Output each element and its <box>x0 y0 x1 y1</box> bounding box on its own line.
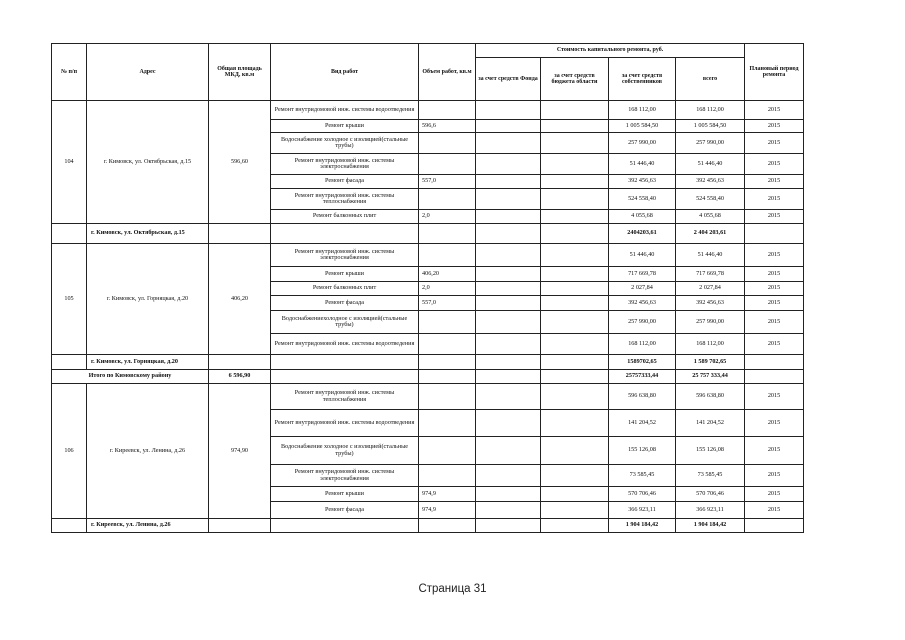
row-period: 2015 <box>745 410 804 437</box>
row-budget <box>541 267 609 282</box>
row-fund <box>476 384 541 410</box>
row-area: 974,90 <box>209 384 271 519</box>
row-total: 73 585,45 <box>676 465 745 487</box>
district-total-label: Итого по Кимовскому району <box>52 370 209 384</box>
row-fund <box>476 120 541 133</box>
subtotal-label: г. Кимовск, ул. Октябрьская, д.15 <box>87 224 209 244</box>
row-volume <box>419 465 476 487</box>
row-num: 105 <box>52 244 87 355</box>
row-work: Водоснабжениехолодное с изоляцией(стальные трубы) <box>271 311 419 334</box>
row-total: 366 923,11 <box>676 502 745 519</box>
row-owners: 2 027,84 <box>609 282 676 296</box>
row-fund <box>476 502 541 519</box>
row-budget <box>541 437 609 465</box>
row-total: 717 669,78 <box>676 267 745 282</box>
row-num: 104 <box>52 101 87 224</box>
row-period: 2015 <box>745 267 804 282</box>
row-total: 168 112,00 <box>676 334 745 355</box>
header-period: Плановый период ремонта <box>745 44 804 101</box>
row-fund <box>476 244 541 267</box>
subtotal-row <box>52 355 804 370</box>
row-fund <box>476 267 541 282</box>
row-area: 406,20 <box>209 244 271 355</box>
row-period: 2015 <box>745 465 804 487</box>
row-budget <box>541 189 609 210</box>
row-owners: 257 990,00 <box>609 311 676 334</box>
row-budget <box>541 133 609 154</box>
subtotal-label: г. Кимовск, ул. Горняцкая, д.20 <box>87 355 209 370</box>
subtotal-owners: 1589702,65 <box>609 355 676 370</box>
row-volume <box>419 154 476 175</box>
row-fund <box>476 133 541 154</box>
row-budget <box>541 334 609 355</box>
row-work: Ремонт фасада <box>271 502 419 519</box>
row-owners: 73 585,45 <box>609 465 676 487</box>
header-address: Адрес <box>87 44 209 101</box>
row-owners: 141 204,52 <box>609 410 676 437</box>
row-fund <box>476 210 541 224</box>
header-num: № п/п <box>52 44 87 101</box>
row-volume: 406,20 <box>419 267 476 282</box>
row-fund <box>476 175 541 189</box>
subtotal-owners: 1 904 184,42 <box>609 519 676 533</box>
row-period: 2015 <box>745 154 804 175</box>
row-volume <box>419 334 476 355</box>
row-volume <box>419 384 476 410</box>
row-total: 51 446,40 <box>676 244 745 267</box>
row-budget <box>541 502 609 519</box>
row-volume <box>419 189 476 210</box>
row-budget <box>541 384 609 410</box>
row-owners: 257 990,00 <box>609 133 676 154</box>
row-fund <box>476 311 541 334</box>
row-fund <box>476 296 541 311</box>
row-period: 2015 <box>745 296 804 311</box>
row-total: 2 027,84 <box>676 282 745 296</box>
subtotal-row <box>52 224 804 244</box>
row-owners: 155 126,08 <box>609 437 676 465</box>
row-fund <box>476 437 541 465</box>
row-volume: 2,0 <box>419 210 476 224</box>
row-period: 2015 <box>745 334 804 355</box>
subtotal-total: 1 589 702,65 <box>676 355 745 370</box>
row-volume <box>419 133 476 154</box>
header-area: Общая площадь МКД, кв.м <box>209 44 271 101</box>
header-fund: за счет средств Фонда <box>476 58 541 101</box>
row-budget <box>541 244 609 267</box>
row-work: Ремонт внутридомовой инж. системы водоотведения <box>271 334 419 355</box>
row-total: 570 706,46 <box>676 487 745 502</box>
row-work: Ремонт фасада <box>271 296 419 311</box>
row-owners: 168 112,00 <box>609 101 676 120</box>
subtotal-row <box>52 519 804 533</box>
row-total: 51 446,40 <box>676 154 745 175</box>
row-budget <box>541 210 609 224</box>
row-budget <box>541 296 609 311</box>
row-fund <box>476 410 541 437</box>
row-total: 596 638,80 <box>676 384 745 410</box>
row-total: 257 990,00 <box>676 133 745 154</box>
row-period: 2015 <box>745 189 804 210</box>
row-volume <box>419 410 476 437</box>
row-period: 2015 <box>745 210 804 224</box>
row-address: г. Киреевск, ул. Ленина, д.26 <box>87 384 209 519</box>
row-owners: 1 005 584,50 <box>609 120 676 133</box>
header-work-type: Вид работ <box>271 44 419 101</box>
row-total: 168 112,00 <box>676 101 745 120</box>
row-period: 2015 <box>745 101 804 120</box>
row-total: 1 005 584,50 <box>676 120 745 133</box>
row-budget <box>541 175 609 189</box>
row-work: Ремонт крыши <box>271 120 419 133</box>
row-work: Водоснабжение холодное с изоляцией(стальные трубы) <box>271 437 419 465</box>
subtotal-total: 2 404 203,61 <box>676 224 745 244</box>
row-period: 2015 <box>745 175 804 189</box>
row-work: Водоснабжение холодное с изоляцией(стальные трубы) <box>271 133 419 154</box>
row-total: 257 990,00 <box>676 311 745 334</box>
row-area: 596,60 <box>209 101 271 224</box>
row-address: г. Кимовск, ул. Горняцкая, д.20 <box>87 244 209 355</box>
row-period: 2015 <box>745 120 804 133</box>
row-budget <box>541 120 609 133</box>
row-fund <box>476 154 541 175</box>
row-work: Ремонт внутридомовой инж. системы электроснабжения <box>271 244 419 267</box>
row-period: 2015 <box>745 282 804 296</box>
row-budget <box>541 410 609 437</box>
row-period: 2015 <box>745 311 804 334</box>
row-total: 141 204,52 <box>676 410 745 437</box>
table-row <box>52 101 804 120</box>
row-fund <box>476 101 541 120</box>
row-address: г. Кимовск, ул. Октябрьская, д.15 <box>87 101 209 224</box>
row-fund <box>476 487 541 502</box>
row-volume: 2,0 <box>419 282 476 296</box>
row-budget <box>541 311 609 334</box>
district-total-total: 25 757 333,44 <box>676 370 745 384</box>
row-fund <box>476 465 541 487</box>
row-period: 2015 <box>745 244 804 267</box>
row-owners: 51 446,40 <box>609 154 676 175</box>
row-owners: 596 638,80 <box>609 384 676 410</box>
row-owners: 524 558,40 <box>609 189 676 210</box>
row-work: Ремонт внутридомовой инж. системы водоотведения <box>271 101 419 120</box>
row-fund <box>476 334 541 355</box>
header-owners: за счет средств собственников <box>609 58 676 101</box>
table-row <box>52 244 804 267</box>
row-volume: 557,0 <box>419 175 476 189</box>
subtotal-label: г. Киреевск, ул. Ленина, д.26 <box>87 519 209 533</box>
row-work: Ремонт внутридомовой инж. системы теплоснабжения <box>271 384 419 410</box>
row-work: Ремонт крыши <box>271 267 419 282</box>
row-budget <box>541 465 609 487</box>
row-work: Ремонт балконных плит <box>271 282 419 296</box>
row-work: Ремонт внутридомовой инж. системы электроснабжения <box>271 154 419 175</box>
header-volume: Объем работ, кв.м <box>419 44 476 101</box>
row-work: Ремонт крыши <box>271 487 419 502</box>
row-total: 4 055,68 <box>676 210 745 224</box>
capital-repair-table <box>51 43 804 533</box>
row-work: Ремонт внутридомовой инж. системы водоотведения <box>271 410 419 437</box>
row-period: 2015 <box>745 133 804 154</box>
row-volume <box>419 311 476 334</box>
row-owners: 392 456,63 <box>609 296 676 311</box>
table-row <box>52 384 804 410</box>
header-budget: за счет средств бюджета области <box>541 58 609 101</box>
row-work: Ремонт балконных плит <box>271 210 419 224</box>
row-owners: 366 923,11 <box>609 502 676 519</box>
row-total: 392 456,63 <box>676 296 745 311</box>
subtotal-total: 1 904 184,42 <box>676 519 745 533</box>
row-num: 106 <box>52 384 87 519</box>
row-total: 392 456,63 <box>676 175 745 189</box>
row-volume <box>419 101 476 120</box>
row-volume: 974,9 <box>419 487 476 502</box>
header-cost-group: Стоимость капитального ремонта, руб. <box>476 44 745 58</box>
row-period: 2015 <box>745 384 804 410</box>
header-total: всего <box>676 58 745 101</box>
row-total: 155 126,08 <box>676 437 745 465</box>
row-work: Ремонт фасада <box>271 175 419 189</box>
row-fund <box>476 282 541 296</box>
row-volume <box>419 244 476 267</box>
row-volume: 596,6 <box>419 120 476 133</box>
district-total-owners: 25757333,44 <box>609 370 676 384</box>
row-total: 524 558,40 <box>676 189 745 210</box>
page-number: Страница 31 <box>418 583 487 595</box>
row-volume: 557,0 <box>419 296 476 311</box>
row-owners: 168 112,00 <box>609 334 676 355</box>
row-fund <box>476 189 541 210</box>
row-budget <box>541 487 609 502</box>
row-owners: 717 669,78 <box>609 267 676 282</box>
row-work: Ремонт внутридомовой инж. системы электроснабжения <box>271 465 419 487</box>
row-work: Ремонт внутридомовой инж. системы теплоснабжения <box>271 189 419 210</box>
row-owners: 392 456,63 <box>609 175 676 189</box>
row-budget <box>541 154 609 175</box>
subtotal-owners: 2404203,61 <box>609 224 676 244</box>
row-volume: 974,9 <box>419 502 476 519</box>
row-owners: 4 055,68 <box>609 210 676 224</box>
row-period: 2015 <box>745 437 804 465</box>
district-total-row <box>52 370 804 384</box>
row-period: 2015 <box>745 502 804 519</box>
row-period: 2015 <box>745 487 804 502</box>
row-volume <box>419 437 476 465</box>
row-owners: 51 446,40 <box>609 244 676 267</box>
row-budget <box>541 282 609 296</box>
district-total-area: 6 596,90 <box>209 370 271 384</box>
row-budget <box>541 101 609 120</box>
row-owners: 570 706,46 <box>609 487 676 502</box>
